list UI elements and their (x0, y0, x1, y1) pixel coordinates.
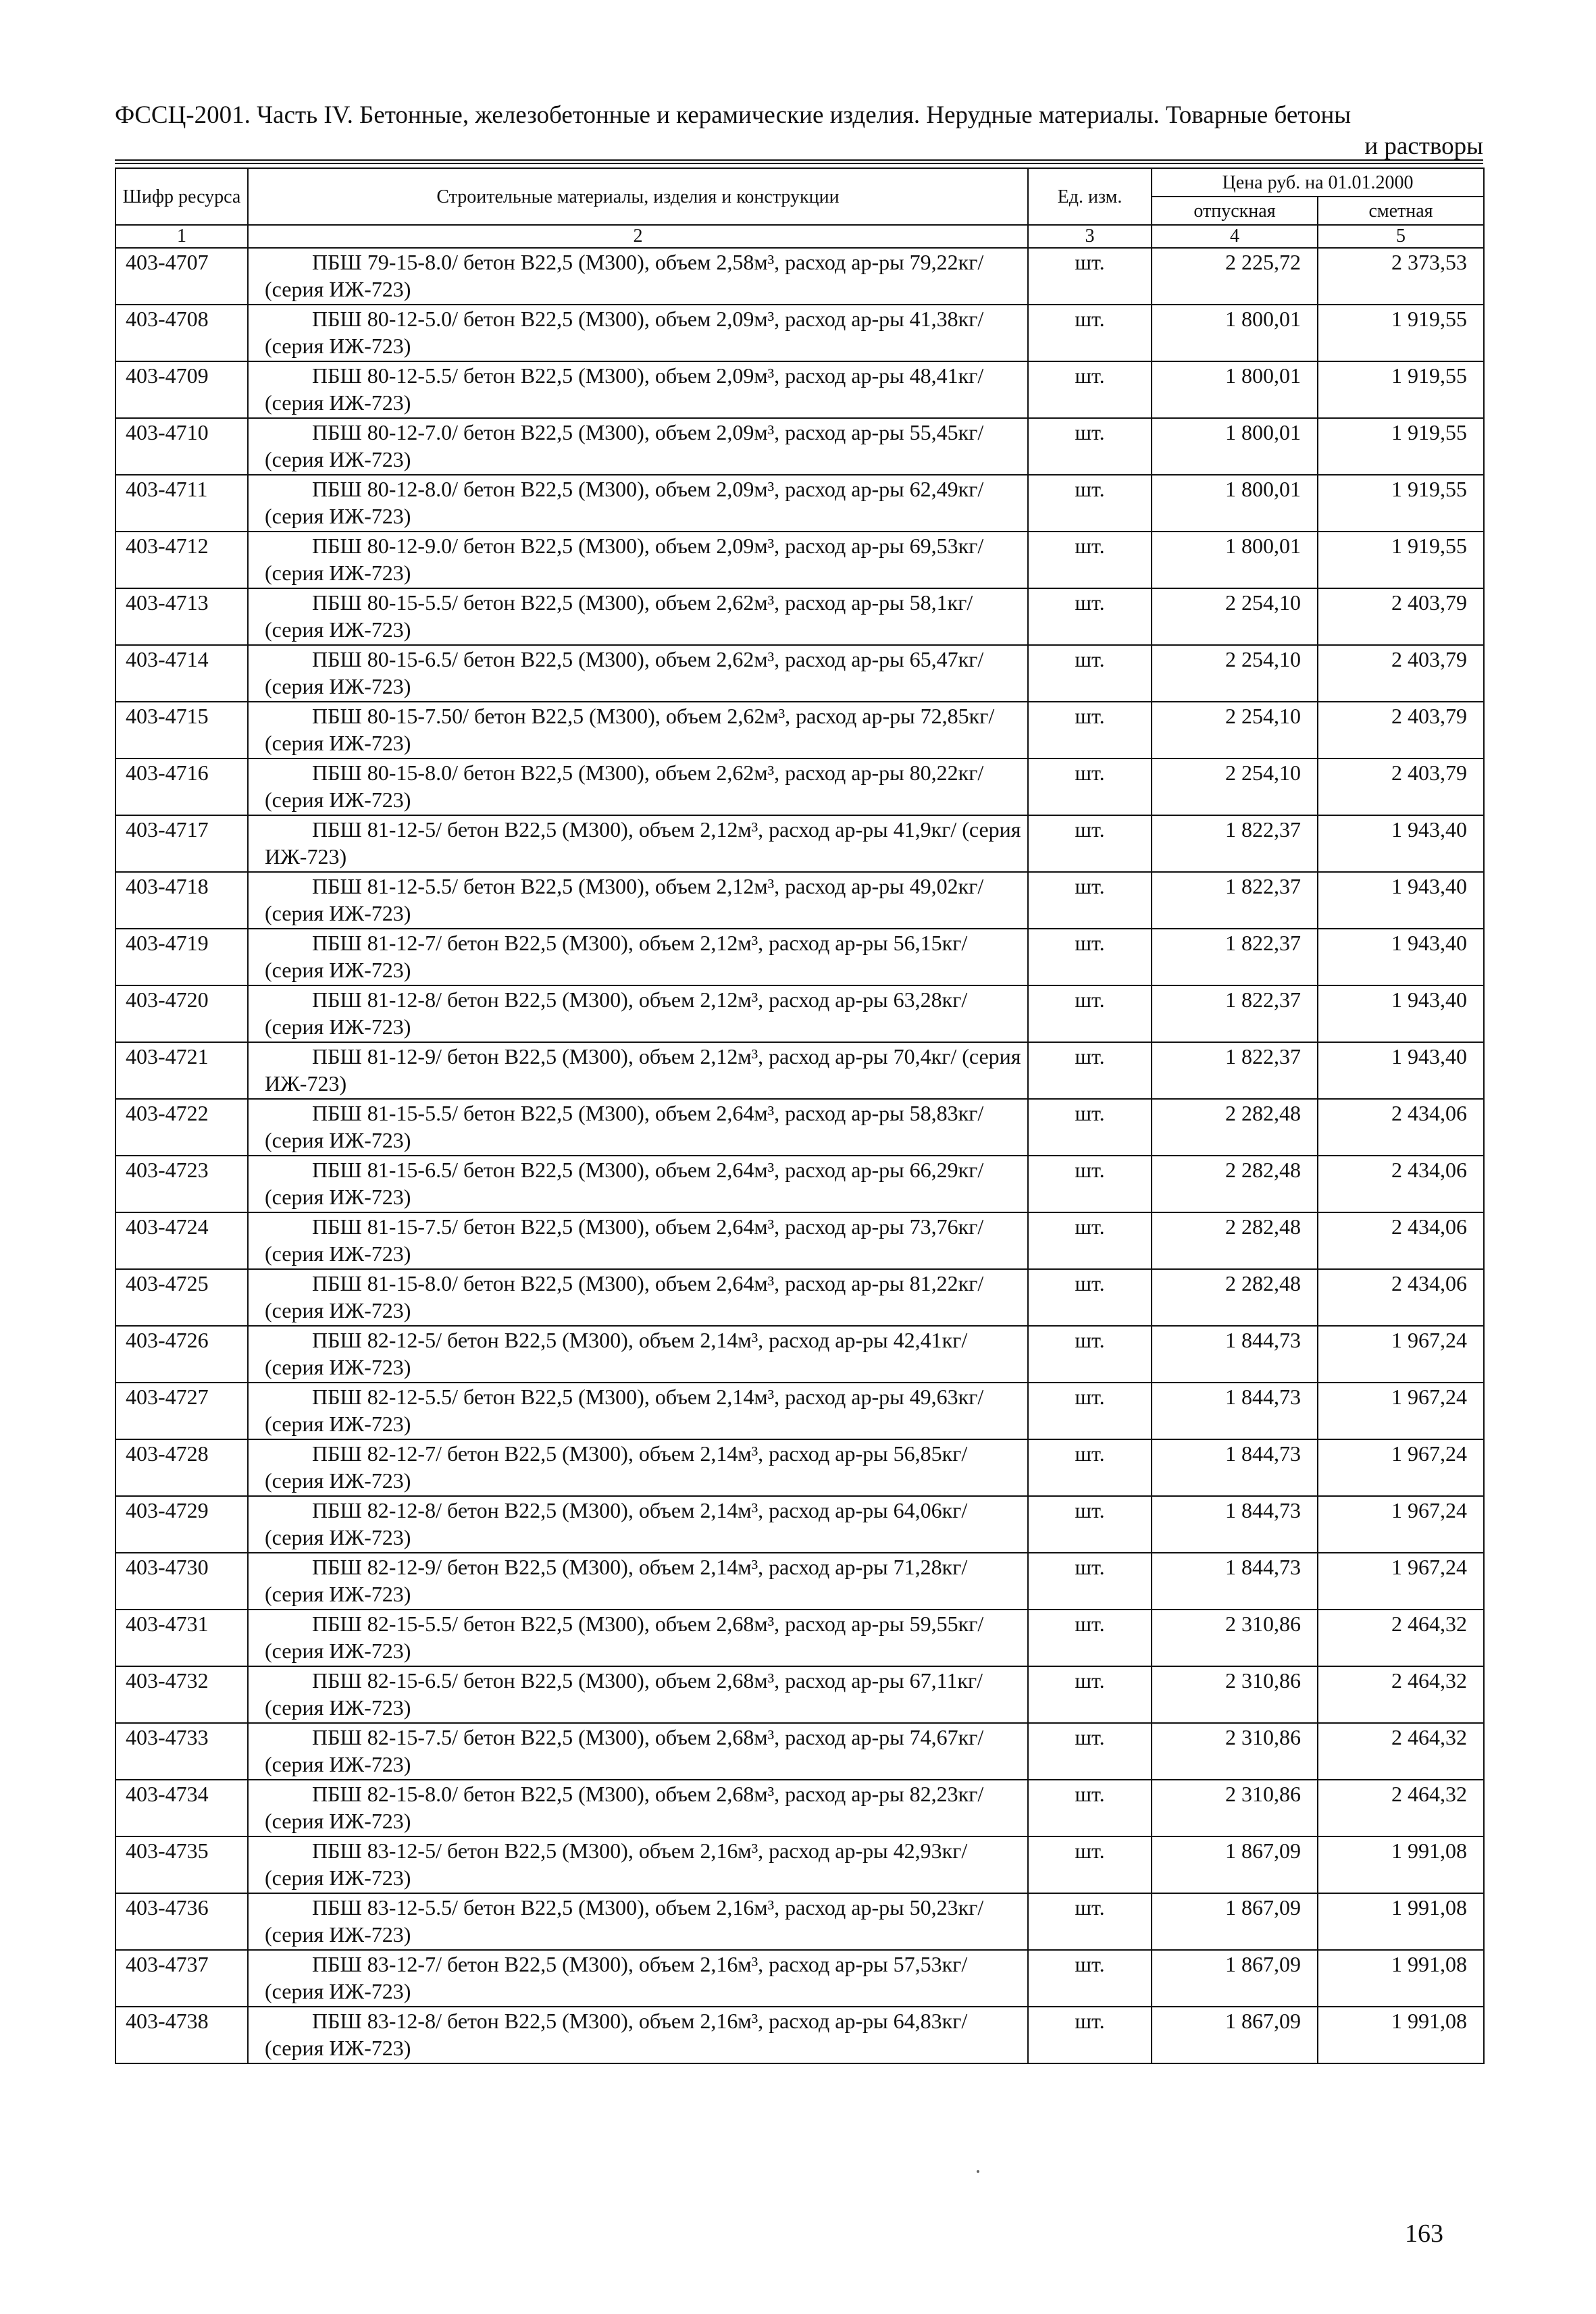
resource-code: 403-4735 (115, 1836, 248, 1893)
resource-code: 403-4725 (115, 1269, 248, 1326)
material-description-cell (248, 1383, 1028, 1439)
release-price: 2 254,10 (1152, 645, 1318, 702)
material-description-cell (248, 475, 1028, 532)
table-row (115, 1836, 1484, 1893)
unit-of-measure: шт. (1028, 1042, 1152, 1099)
release-price: 1 867,09 (1152, 2007, 1318, 2063)
resource-code: 403-4710 (115, 418, 248, 475)
release-price: 1 800,01 (1152, 475, 1318, 532)
material-description-cell (248, 1780, 1028, 1836)
table-row (115, 1099, 1484, 1156)
material-description: ПБШ 82-12-9/ бетон В22,5 (М300), объем 2,14м³, расход ар-ры 71,28кг/ (серия ИЖ-723) (265, 1555, 968, 1606)
estimate-price: 1 919,55 (1318, 305, 1484, 361)
material-description: ПБШ 80-15-6.5/ бетон В22,5 (М300), объем 2,62м³, расход ар-ры 65,47кг/ (серия ИЖ-723) (265, 647, 984, 698)
table-row (115, 702, 1484, 759)
resource-code: 403-4708 (115, 305, 248, 361)
release-price: 2 282,48 (1152, 1212, 1318, 1269)
resource-code: 403-4713 (115, 588, 248, 645)
unit-of-measure: шт. (1028, 1496, 1152, 1553)
material-description: ПБШ 83-12-7/ бетон В22,5 (М300), объем 2,16м³, расход ар-ры 57,53кг/ (серия ИЖ-723) (265, 1952, 968, 2003)
estimate-price: 1 919,55 (1318, 532, 1484, 588)
material-description-cell (248, 2007, 1028, 2063)
material-description: ПБШ 80-15-5.5/ бетон В22,5 (М300), объем 2,62м³, расход ар-ры 58,1кг/ (серия ИЖ-723) (265, 590, 973, 642)
header-price-group: Цена руб. на 01.01.2000 (1152, 168, 1484, 197)
release-price: 1 844,73 (1152, 1326, 1318, 1383)
unit-of-measure: шт. (1028, 1553, 1152, 1610)
material-description: ПБШ 81-15-5.5/ бетон В22,5 (М300), объем 2,64м³, расход ар-ры 58,83кг/ (серия ИЖ-723) (265, 1101, 984, 1152)
table-row (115, 1439, 1484, 1496)
material-description: ПБШ 80-15-8.0/ бетон В22,5 (М300), объем 2,62м³, расход ар-ры 80,22кг/ (серия ИЖ-723) (265, 761, 984, 812)
unit-of-measure: шт. (1028, 985, 1152, 1042)
release-price: 2 310,86 (1152, 1666, 1318, 1723)
unit-of-measure: шт. (1028, 1893, 1152, 1950)
table-row (115, 1212, 1484, 1269)
release-price: 1 844,73 (1152, 1496, 1318, 1553)
material-description-cell (248, 418, 1028, 475)
unit-of-measure: шт. (1028, 2007, 1152, 2063)
column-number: 2 (248, 225, 1028, 248)
material-description-cell (248, 1553, 1028, 1610)
estimate-price: 2 434,06 (1318, 1099, 1484, 1156)
release-price: 1 822,37 (1152, 815, 1318, 872)
header-rule (115, 159, 1483, 161)
estimate-price: 1 991,08 (1318, 1950, 1484, 2007)
material-description: ПБШ 81-12-5/ бетон В22,5 (М300), объем 2,12м³, расход ар-ры 41,9кг/ (серия ИЖ-723) (265, 817, 1021, 869)
unit-of-measure: шт. (1028, 1439, 1152, 1496)
table-row (115, 645, 1484, 702)
material-description-cell (248, 1610, 1028, 1666)
release-price: 1 844,73 (1152, 1439, 1318, 1496)
material-description-cell (248, 872, 1028, 929)
table-row (115, 1269, 1484, 1326)
table-row (115, 475, 1484, 532)
material-description: ПБШ 82-12-7/ бетон В22,5 (М300), объем 2,14м³, расход ар-ры 56,85кг/ (серия ИЖ-723) (265, 1441, 968, 1493)
resource-code: 403-4727 (115, 1383, 248, 1439)
table-body (115, 248, 1484, 2063)
material-description: ПБШ 81-12-9/ бетон В22,5 (М300), объем 2,12м³, расход ар-ры 70,4кг/ (серия ИЖ-723) (265, 1044, 1021, 1096)
unit-of-measure: шт. (1028, 1326, 1152, 1383)
material-description: ПБШ 81-12-8/ бетон В22,5 (М300), объем 2,12м³, расход ар-ры 63,28кг/ (серия ИЖ-723) (265, 987, 968, 1039)
release-price: 2 282,48 (1152, 1269, 1318, 1326)
header-unit: Ед. изм. (1028, 168, 1152, 225)
table-row (115, 2007, 1484, 2063)
estimate-price: 2 403,79 (1318, 645, 1484, 702)
table-row (115, 588, 1484, 645)
resource-code: 403-4734 (115, 1780, 248, 1836)
unit-of-measure: шт. (1028, 305, 1152, 361)
price-table (115, 168, 1485, 2064)
estimate-price: 2 464,32 (1318, 1780, 1484, 1836)
material-description-cell (248, 248, 1028, 305)
release-price: 1 867,09 (1152, 1950, 1318, 2007)
unit-of-measure: шт. (1028, 1723, 1152, 1780)
estimate-price: 1 991,08 (1318, 1836, 1484, 1893)
material-description: ПБШ 81-15-6.5/ бетон В22,5 (М300), объем 2,64м³, расход ар-ры 66,29кг/ (серия ИЖ-723) (265, 1158, 984, 1209)
release-price: 2 254,10 (1152, 702, 1318, 759)
estimate-price: 2 464,32 (1318, 1610, 1484, 1666)
table-row (115, 1950, 1484, 2007)
resource-code: 403-4717 (115, 815, 248, 872)
unit-of-measure: шт. (1028, 248, 1152, 305)
release-price: 1 867,09 (1152, 1836, 1318, 1893)
table-row (115, 1326, 1484, 1383)
unit-of-measure: шт. (1028, 815, 1152, 872)
column-number: 5 (1318, 225, 1484, 248)
table-row (115, 305, 1484, 361)
estimate-price: 2 434,06 (1318, 1156, 1484, 1212)
table-row (115, 1666, 1484, 1723)
estimate-price: 1 919,55 (1318, 475, 1484, 532)
material-description-cell (248, 1099, 1028, 1156)
unit-of-measure: шт. (1028, 475, 1152, 532)
column-number-row (115, 225, 1484, 248)
resource-code: 403-4715 (115, 702, 248, 759)
material-description-cell (248, 1269, 1028, 1326)
material-description: ПБШ 83-12-8/ бетон В22,5 (М300), объем 2,16м³, расход ар-ры 64,83кг/ (серия ИЖ-723) (265, 2009, 968, 2060)
material-description-cell (248, 759, 1028, 815)
release-price: 2 310,86 (1152, 1780, 1318, 1836)
material-description: ПБШ 80-12-8.0/ бетон В22,5 (М300), объем 2,09м³, расход ар-ры 62,49кг/ (серия ИЖ-723) (265, 477, 984, 528)
resource-code: 403-4723 (115, 1156, 248, 1212)
release-price: 1 822,37 (1152, 929, 1318, 985)
table-row (115, 985, 1484, 1042)
material-description-cell (248, 1439, 1028, 1496)
unit-of-measure: шт. (1028, 1383, 1152, 1439)
estimate-price: 1 967,24 (1318, 1326, 1484, 1383)
unit-of-measure: шт. (1028, 1666, 1152, 1723)
resource-code: 403-4719 (115, 929, 248, 985)
release-price: 2 310,86 (1152, 1610, 1318, 1666)
release-price: 1 844,73 (1152, 1383, 1318, 1439)
unit-of-measure: шт. (1028, 929, 1152, 985)
resource-code: 403-4738 (115, 2007, 248, 2063)
table-row (115, 1553, 1484, 1610)
header-name: Строительные материалы, изделия и конструкции (248, 168, 1028, 225)
resource-code: 403-4716 (115, 759, 248, 815)
resource-code: 403-4714 (115, 645, 248, 702)
release-price: 2 254,10 (1152, 759, 1318, 815)
unit-of-measure: шт. (1028, 361, 1152, 418)
unit-of-measure: шт. (1028, 1610, 1152, 1666)
material-description: ПБШ 82-12-5/ бетон В22,5 (М300), объем 2,14м³, расход ар-ры 42,41кг/ (серия ИЖ-723) (265, 1328, 968, 1379)
table-row (115, 248, 1484, 305)
release-price: 1 822,37 (1152, 1042, 1318, 1099)
resource-code: 403-4711 (115, 475, 248, 532)
material-description-cell (248, 532, 1028, 588)
unit-of-measure: шт. (1028, 872, 1152, 929)
resource-code: 403-4733 (115, 1723, 248, 1780)
resource-code: 403-4707 (115, 248, 248, 305)
estimate-price: 2 434,06 (1318, 1212, 1484, 1269)
resource-code: 403-4736 (115, 1893, 248, 1950)
table-row (115, 1042, 1484, 1099)
material-description-cell (248, 305, 1028, 361)
header-title-line2: и растворы (1364, 132, 1483, 160)
table-row (115, 1156, 1484, 1212)
material-description-cell (248, 1156, 1028, 1212)
release-price: 2 310,86 (1152, 1723, 1318, 1780)
release-price: 1 822,37 (1152, 872, 1318, 929)
table-row (115, 929, 1484, 985)
estimate-price: 2 464,32 (1318, 1723, 1484, 1780)
release-price: 1 800,01 (1152, 305, 1318, 361)
estimate-price: 2 434,06 (1318, 1269, 1484, 1326)
material-description: ПБШ 80-12-9.0/ бетон В22,5 (М300), объем 2,09м³, расход ар-ры 69,53кг/ (серия ИЖ-723) (265, 534, 984, 585)
material-description: ПБШ 82-15-8.0/ бетон В22,5 (М300), объем 2,68м³, расход ар-ры 82,23кг/ (серия ИЖ-723) (265, 1782, 984, 1833)
estimate-price: 1 943,40 (1318, 985, 1484, 1042)
material-description-cell (248, 1666, 1028, 1723)
material-description: ПБШ 83-12-5/ бетон В22,5 (М300), объем 2,16м³, расход ар-ры 42,93кг/ (серия ИЖ-723) (265, 1839, 968, 1890)
release-price: 1 800,01 (1152, 532, 1318, 588)
estimate-price: 1 967,24 (1318, 1496, 1484, 1553)
resource-code: 403-4718 (115, 872, 248, 929)
release-price: 2 225,72 (1152, 248, 1318, 305)
material-description: ПБШ 79-15-8.0/ бетон В22,5 (М300), объем 2,58м³, расход ар-ры 79,22кг/ (серия ИЖ-723) (265, 250, 984, 301)
header-title-line1: ФССЦ-2001. Часть IV. Бетонные, железобетонные и керамические изделия. Нерудные материалы. Товарные бетоны (115, 101, 1352, 129)
estimate-price: 1 919,55 (1318, 418, 1484, 475)
material-description-cell (248, 1326, 1028, 1383)
material-description: ПБШ 81-12-7/ бетон В22,5 (М300), объем 2,12м³, расход ар-ры 56,15кг/ (серия ИЖ-723) (265, 931, 968, 982)
estimate-price: 1 991,08 (1318, 1893, 1484, 1950)
table-row (115, 532, 1484, 588)
material-description: ПБШ 82-12-5.5/ бетон В22,5 (М300), объем 2,14м³, расход ар-ры 49,63кг/ (серия ИЖ-723) (265, 1385, 984, 1436)
material-description: ПБШ 82-12-8/ бетон В22,5 (М300), объем 2,14м³, расход ар-ры 64,06кг/ (серия ИЖ-723) (265, 1498, 968, 1549)
resource-code: 403-4709 (115, 361, 248, 418)
release-price: 1 844,73 (1152, 1553, 1318, 1610)
material-description-cell (248, 1893, 1028, 1950)
table-row (115, 1496, 1484, 1553)
estimate-price: 1 967,24 (1318, 1383, 1484, 1439)
material-description: ПБШ 81-12-5.5/ бетон В22,5 (М300), объем 2,12м³, расход ар-ры 49,02кг/ (серия ИЖ-723) (265, 874, 984, 925)
header-estimate-price: сметная (1318, 197, 1484, 225)
resource-code: 403-4729 (115, 1496, 248, 1553)
column-number: 4 (1152, 225, 1318, 248)
unit-of-measure: шт. (1028, 1156, 1152, 1212)
material-description: ПБШ 83-12-5.5/ бетон В22,5 (М300), объем 2,16м³, расход ар-ры 50,23кг/ (серия ИЖ-723) (265, 1895, 984, 1947)
unit-of-measure: шт. (1028, 1950, 1152, 2007)
release-price: 1 800,01 (1152, 361, 1318, 418)
estimate-price: 2 373,53 (1318, 248, 1484, 305)
unit-of-measure: шт. (1028, 588, 1152, 645)
material-description-cell (248, 588, 1028, 645)
release-price: 1 867,09 (1152, 1893, 1318, 1950)
column-number: 3 (1028, 225, 1152, 248)
material-description-cell (248, 1212, 1028, 1269)
estimate-price: 1 967,24 (1318, 1439, 1484, 1496)
scan-speck (977, 2170, 979, 2173)
unit-of-measure: шт. (1028, 759, 1152, 815)
unit-of-measure: шт. (1028, 1212, 1152, 1269)
estimate-price: 1 967,24 (1318, 1553, 1484, 1610)
resource-code: 403-4737 (115, 1950, 248, 2007)
material-description-cell (248, 929, 1028, 985)
header-rule-second (115, 163, 1483, 164)
table-row (115, 1723, 1484, 1780)
header-release-price: отпускная (1152, 197, 1318, 225)
estimate-price: 1 943,40 (1318, 815, 1484, 872)
table-row (115, 759, 1484, 815)
resource-code: 403-4721 (115, 1042, 248, 1099)
material-description-cell (248, 1950, 1028, 2007)
resource-code: 403-4726 (115, 1326, 248, 1383)
material-description: ПБШ 81-15-8.0/ бетон В22,5 (М300), объем 2,64м³, расход ар-ры 81,22кг/ (серия ИЖ-723) (265, 1271, 984, 1322)
header-code: Шифр ресурса (115, 168, 248, 225)
estimate-price: 2 403,79 (1318, 588, 1484, 645)
table-row (115, 1610, 1484, 1666)
resource-code: 403-4720 (115, 985, 248, 1042)
resource-code: 403-4724 (115, 1212, 248, 1269)
material-description: ПБШ 80-12-7.0/ бетон В22,5 (М300), объем 2,09м³, расход ар-ры 55,45кг/ (серия ИЖ-723) (265, 420, 984, 471)
material-description-cell (248, 361, 1028, 418)
material-description-cell (248, 1723, 1028, 1780)
estimate-price: 1 943,40 (1318, 1042, 1484, 1099)
material-description-cell (248, 815, 1028, 872)
material-description-cell (248, 702, 1028, 759)
page-number: 163 (1405, 2219, 1443, 2248)
material-description: ПБШ 80-15-7.50/ бетон В22,5 (М300), объем 2,62м³, расход ар-ры 72,85кг/ (серия ИЖ-723) (265, 704, 995, 755)
material-description: ПБШ 82-15-5.5/ бетон В22,5 (М300), объем 2,68м³, расход ар-ры 59,55кг/ (серия ИЖ-723) (265, 1612, 984, 1663)
page-header (115, 100, 1483, 162)
release-price: 1 822,37 (1152, 985, 1318, 1042)
estimate-price: 2 403,79 (1318, 759, 1484, 815)
resource-code: 403-4712 (115, 532, 248, 588)
resource-code: 403-4728 (115, 1439, 248, 1496)
material-description: ПБШ 81-15-7.5/ бетон В22,5 (М300), объем 2,64м³, расход ар-ры 73,76кг/ (серия ИЖ-723) (265, 1214, 984, 1266)
unit-of-measure: шт. (1028, 418, 1152, 475)
material-description: ПБШ 80-12-5.5/ бетон В22,5 (М300), объем 2,09м³, расход ар-ры 48,41кг/ (серия ИЖ-723) (265, 363, 984, 415)
estimate-price: 2 403,79 (1318, 702, 1484, 759)
estimate-price: 1 991,08 (1318, 2007, 1484, 2063)
unit-of-measure: шт. (1028, 1836, 1152, 1893)
resource-code: 403-4732 (115, 1666, 248, 1723)
material-description-cell (248, 1836, 1028, 1893)
material-description: ПБШ 80-12-5.0/ бетон В22,5 (М300), объем 2,09м³, расход ар-ры 41,38кг/ (серия ИЖ-723) (265, 307, 984, 358)
release-price: 2 282,48 (1152, 1156, 1318, 1212)
table-row (115, 361, 1484, 418)
table-row (115, 1780, 1484, 1836)
material-description: ПБШ 82-15-7.5/ бетон В22,5 (М300), объем 2,68м³, расход ар-ры 74,67кг/ (серия ИЖ-723) (265, 1725, 984, 1776)
unit-of-measure: шт. (1028, 702, 1152, 759)
release-price: 2 282,48 (1152, 1099, 1318, 1156)
material-description-cell (248, 1042, 1028, 1099)
table-row (115, 1383, 1484, 1439)
release-price: 2 254,10 (1152, 588, 1318, 645)
table-row (115, 418, 1484, 475)
estimate-price: 1 943,40 (1318, 872, 1484, 929)
unit-of-measure: шт. (1028, 532, 1152, 588)
table-row (115, 1893, 1484, 1950)
estimate-price: 2 464,32 (1318, 1666, 1484, 1723)
material-description-cell (248, 985, 1028, 1042)
resource-code: 403-4722 (115, 1099, 248, 1156)
material-description-cell (248, 645, 1028, 702)
unit-of-measure: шт. (1028, 1269, 1152, 1326)
material-description: ПБШ 82-15-6.5/ бетон В22,5 (М300), объем 2,68м³, расход ар-ры 67,11кг/ (серия ИЖ-723) (265, 1668, 983, 1720)
column-number: 1 (115, 225, 248, 248)
table-row (115, 872, 1484, 929)
resource-code: 403-4731 (115, 1610, 248, 1666)
resource-code: 403-4730 (115, 1553, 248, 1610)
table-row (115, 815, 1484, 872)
unit-of-measure: шт. (1028, 645, 1152, 702)
estimate-price: 1 943,40 (1318, 929, 1484, 985)
release-price: 1 800,01 (1152, 418, 1318, 475)
unit-of-measure: шт. (1028, 1099, 1152, 1156)
estimate-price: 1 919,55 (1318, 361, 1484, 418)
unit-of-measure: шт. (1028, 1780, 1152, 1836)
material-description-cell (248, 1496, 1028, 1553)
